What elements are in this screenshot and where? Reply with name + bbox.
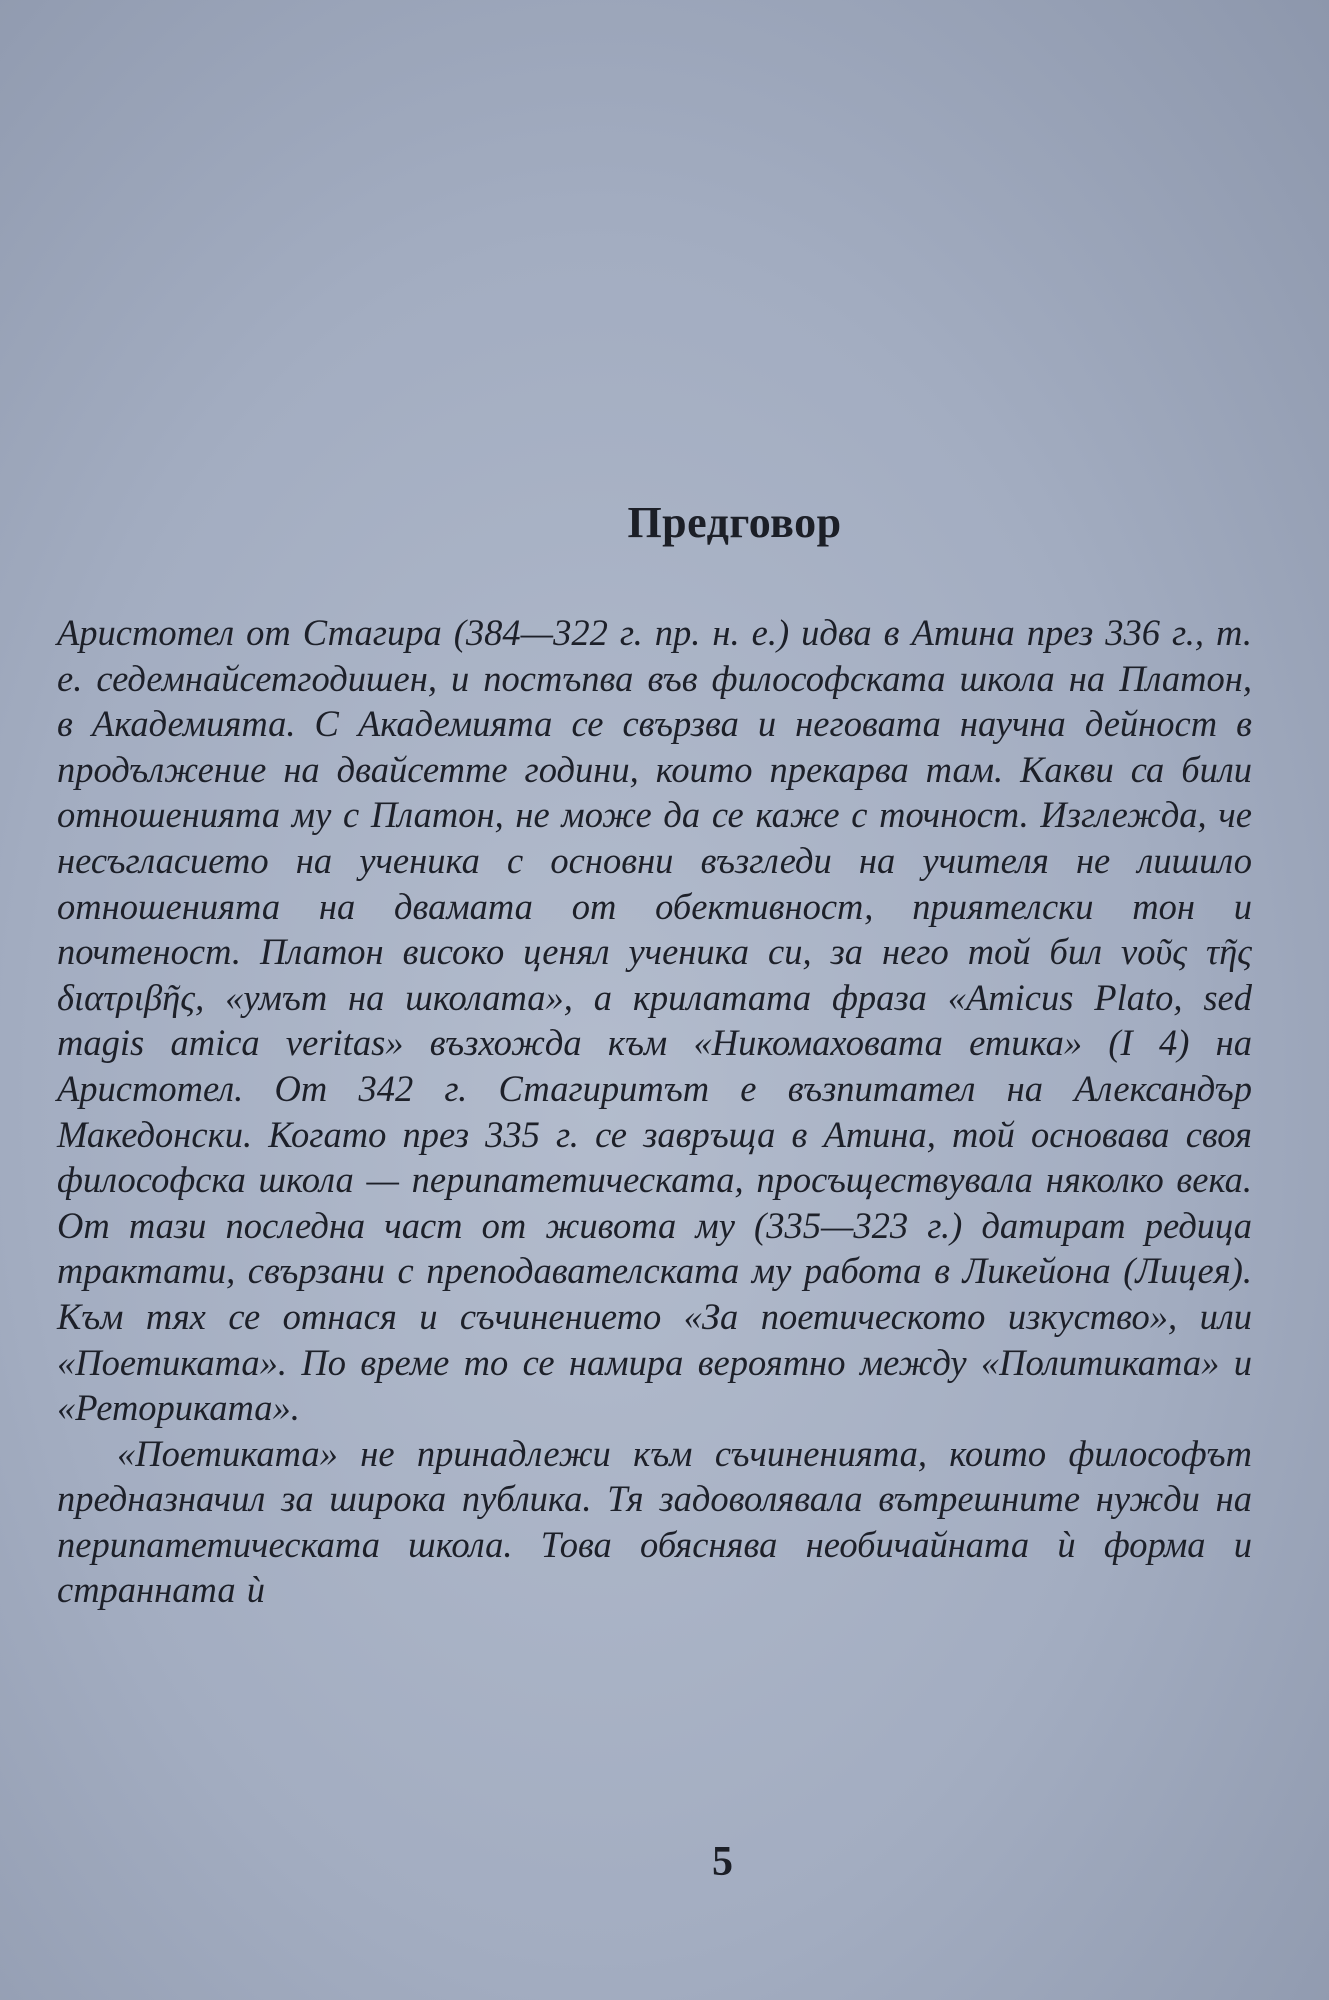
paragraph-2: «Поетиката» не принадлежи към съчиненията, които философът предназначил за широка публика. Тя задоволявала вътрешните нужди на перипатетическата школа. Това обяснява необичайната ѝ форма и странната ѝ	[57, 1432, 1252, 1611]
page-number: 5	[712, 1839, 733, 1885]
body-text	[57, 610, 1252, 1613]
page-title: Предговор	[627, 498, 842, 547]
paragraph-1: Аристотел от Стагира (384—322 г. пр. н. е.) идва в Атина през 336 г., т. е. седемнайсетгодишен, и постъпва във философската школа на Платон, в Академията. С Академията се свързва и неговата научна дейност в продължение на двайсетте години, които прекарва там. Какви са били отношенията му с Платон, не може да се каже с точност. Изглежда, че несъгласието на ученика с основни възгледи на учителя не лишило отношенията на двамата от обективност, приятелски тон и почтеност. Платон високо ценял ученика си, за него той бил νοῦς τῆς διατριβῆς, «умът на школата», а крилатата фраза «Amicus Plato, sed magis amica veritas» възхожда към «Никомаховата етика» (I 4) на Аристотел. От 342 г. Стагиритът е възпитател на Александър Македонски. Когато през 335 г. се завръща в Атина, той основава своя философска школа — перипатетическата, просъществувала няколко века. От тази последна част от живота му (335—323 г.) датират редица трактати, свързани с преподавателската му работа в Ликейона (Лицея). Към тях се отнася и съчинението «За поетическото изкуство», или «Поетиката». По време то се намира вероятно между «Политиката» и «Реториката».	[57, 612, 1252, 1429]
